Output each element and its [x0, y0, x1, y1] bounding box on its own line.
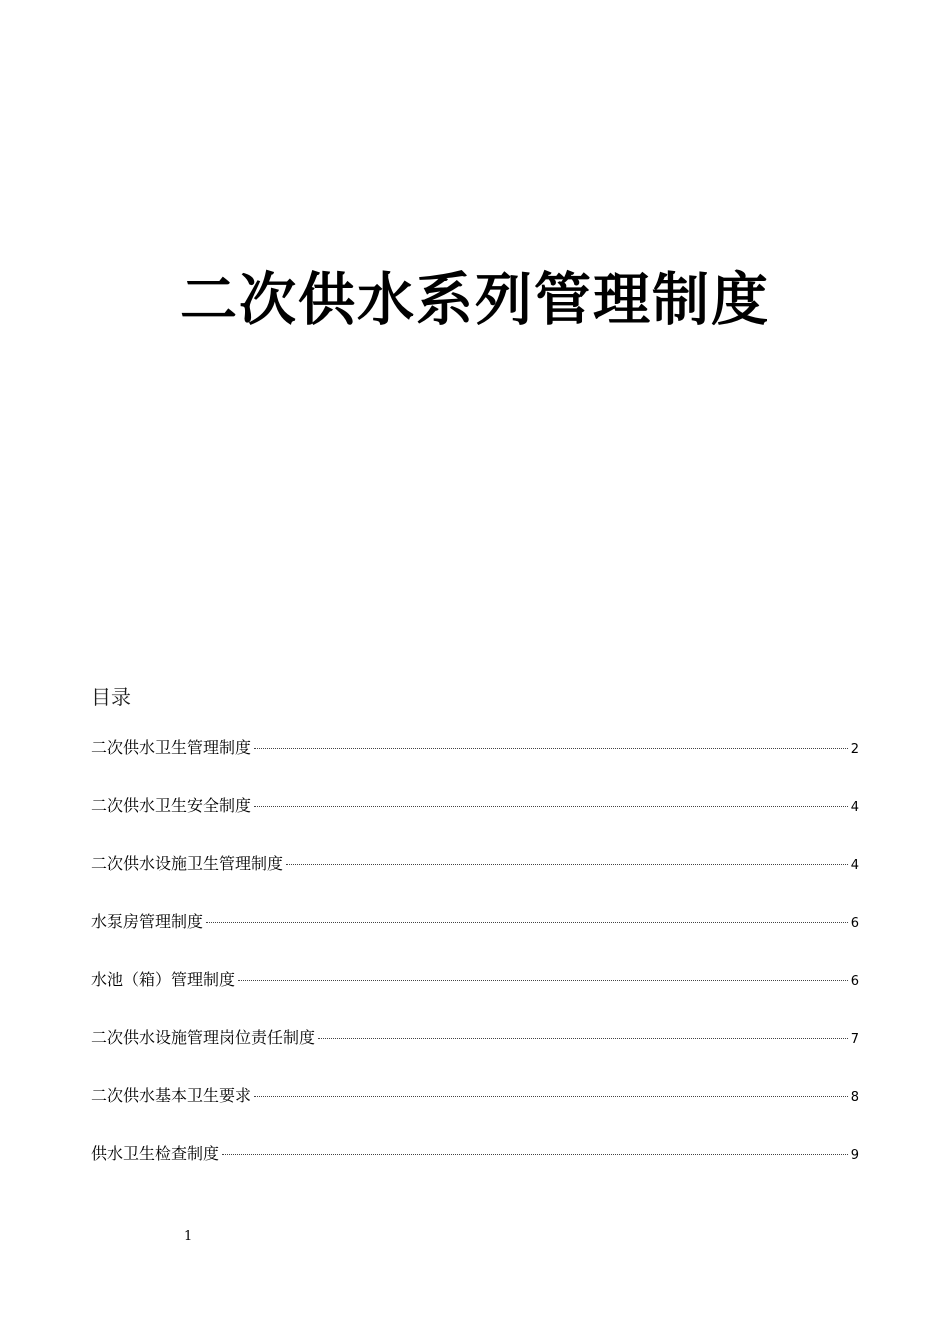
toc-entry[interactable] — [91, 909, 859, 935]
toc-entry-label: 水池（箱）管理制度 — [91, 970, 236, 989]
toc-entry-label: 供水卫生检查制度 — [91, 1144, 220, 1163]
toc-entry-page: 8 — [850, 1090, 859, 1105]
toc-entry-page: 6 — [850, 916, 859, 931]
toc-entry[interactable] — [91, 967, 859, 993]
toc-entry[interactable] — [91, 851, 859, 877]
toc-dot-leader — [238, 980, 848, 981]
toc-dot-leader — [286, 864, 848, 865]
toc-heading: 目录 — [91, 685, 131, 709]
toc-entry[interactable] — [91, 1025, 859, 1051]
toc-entry-page: 7 — [850, 1032, 859, 1047]
toc-dot-leader — [254, 748, 848, 749]
toc-entry[interactable] — [91, 793, 859, 819]
toc-entry[interactable] — [91, 1141, 859, 1167]
toc-entry-page: 2 — [850, 742, 859, 757]
toc-dot-leader — [254, 806, 848, 807]
toc-dot-leader — [318, 1038, 848, 1039]
toc-entry[interactable] — [91, 1083, 859, 1109]
toc-entry-page: 4 — [850, 800, 859, 815]
document-title: 二次供水系列管理制度 — [180, 266, 770, 333]
toc-entry-label: 二次供水设施管理岗位责任制度 — [91, 1028, 316, 1047]
toc-dot-leader — [222, 1154, 848, 1155]
toc-entry-label: 二次供水基本卫生要求 — [91, 1086, 252, 1105]
toc-dot-leader — [206, 922, 848, 923]
toc-entry-label: 二次供水卫生管理制度 — [91, 738, 252, 757]
toc-entry-label: 水泵房管理制度 — [91, 912, 204, 931]
toc-entry[interactable] — [91, 735, 859, 761]
toc-entry-page: 9 — [850, 1148, 859, 1163]
toc-entry-page: 4 — [850, 858, 859, 873]
toc-entry-page: 6 — [850, 974, 859, 989]
toc-dot-leader — [254, 1096, 848, 1097]
toc-entry-label: 二次供水设施卫生管理制度 — [91, 854, 284, 873]
page-number: 1 — [184, 1229, 193, 1244]
toc-entry-label: 二次供水卫生安全制度 — [91, 796, 252, 815]
